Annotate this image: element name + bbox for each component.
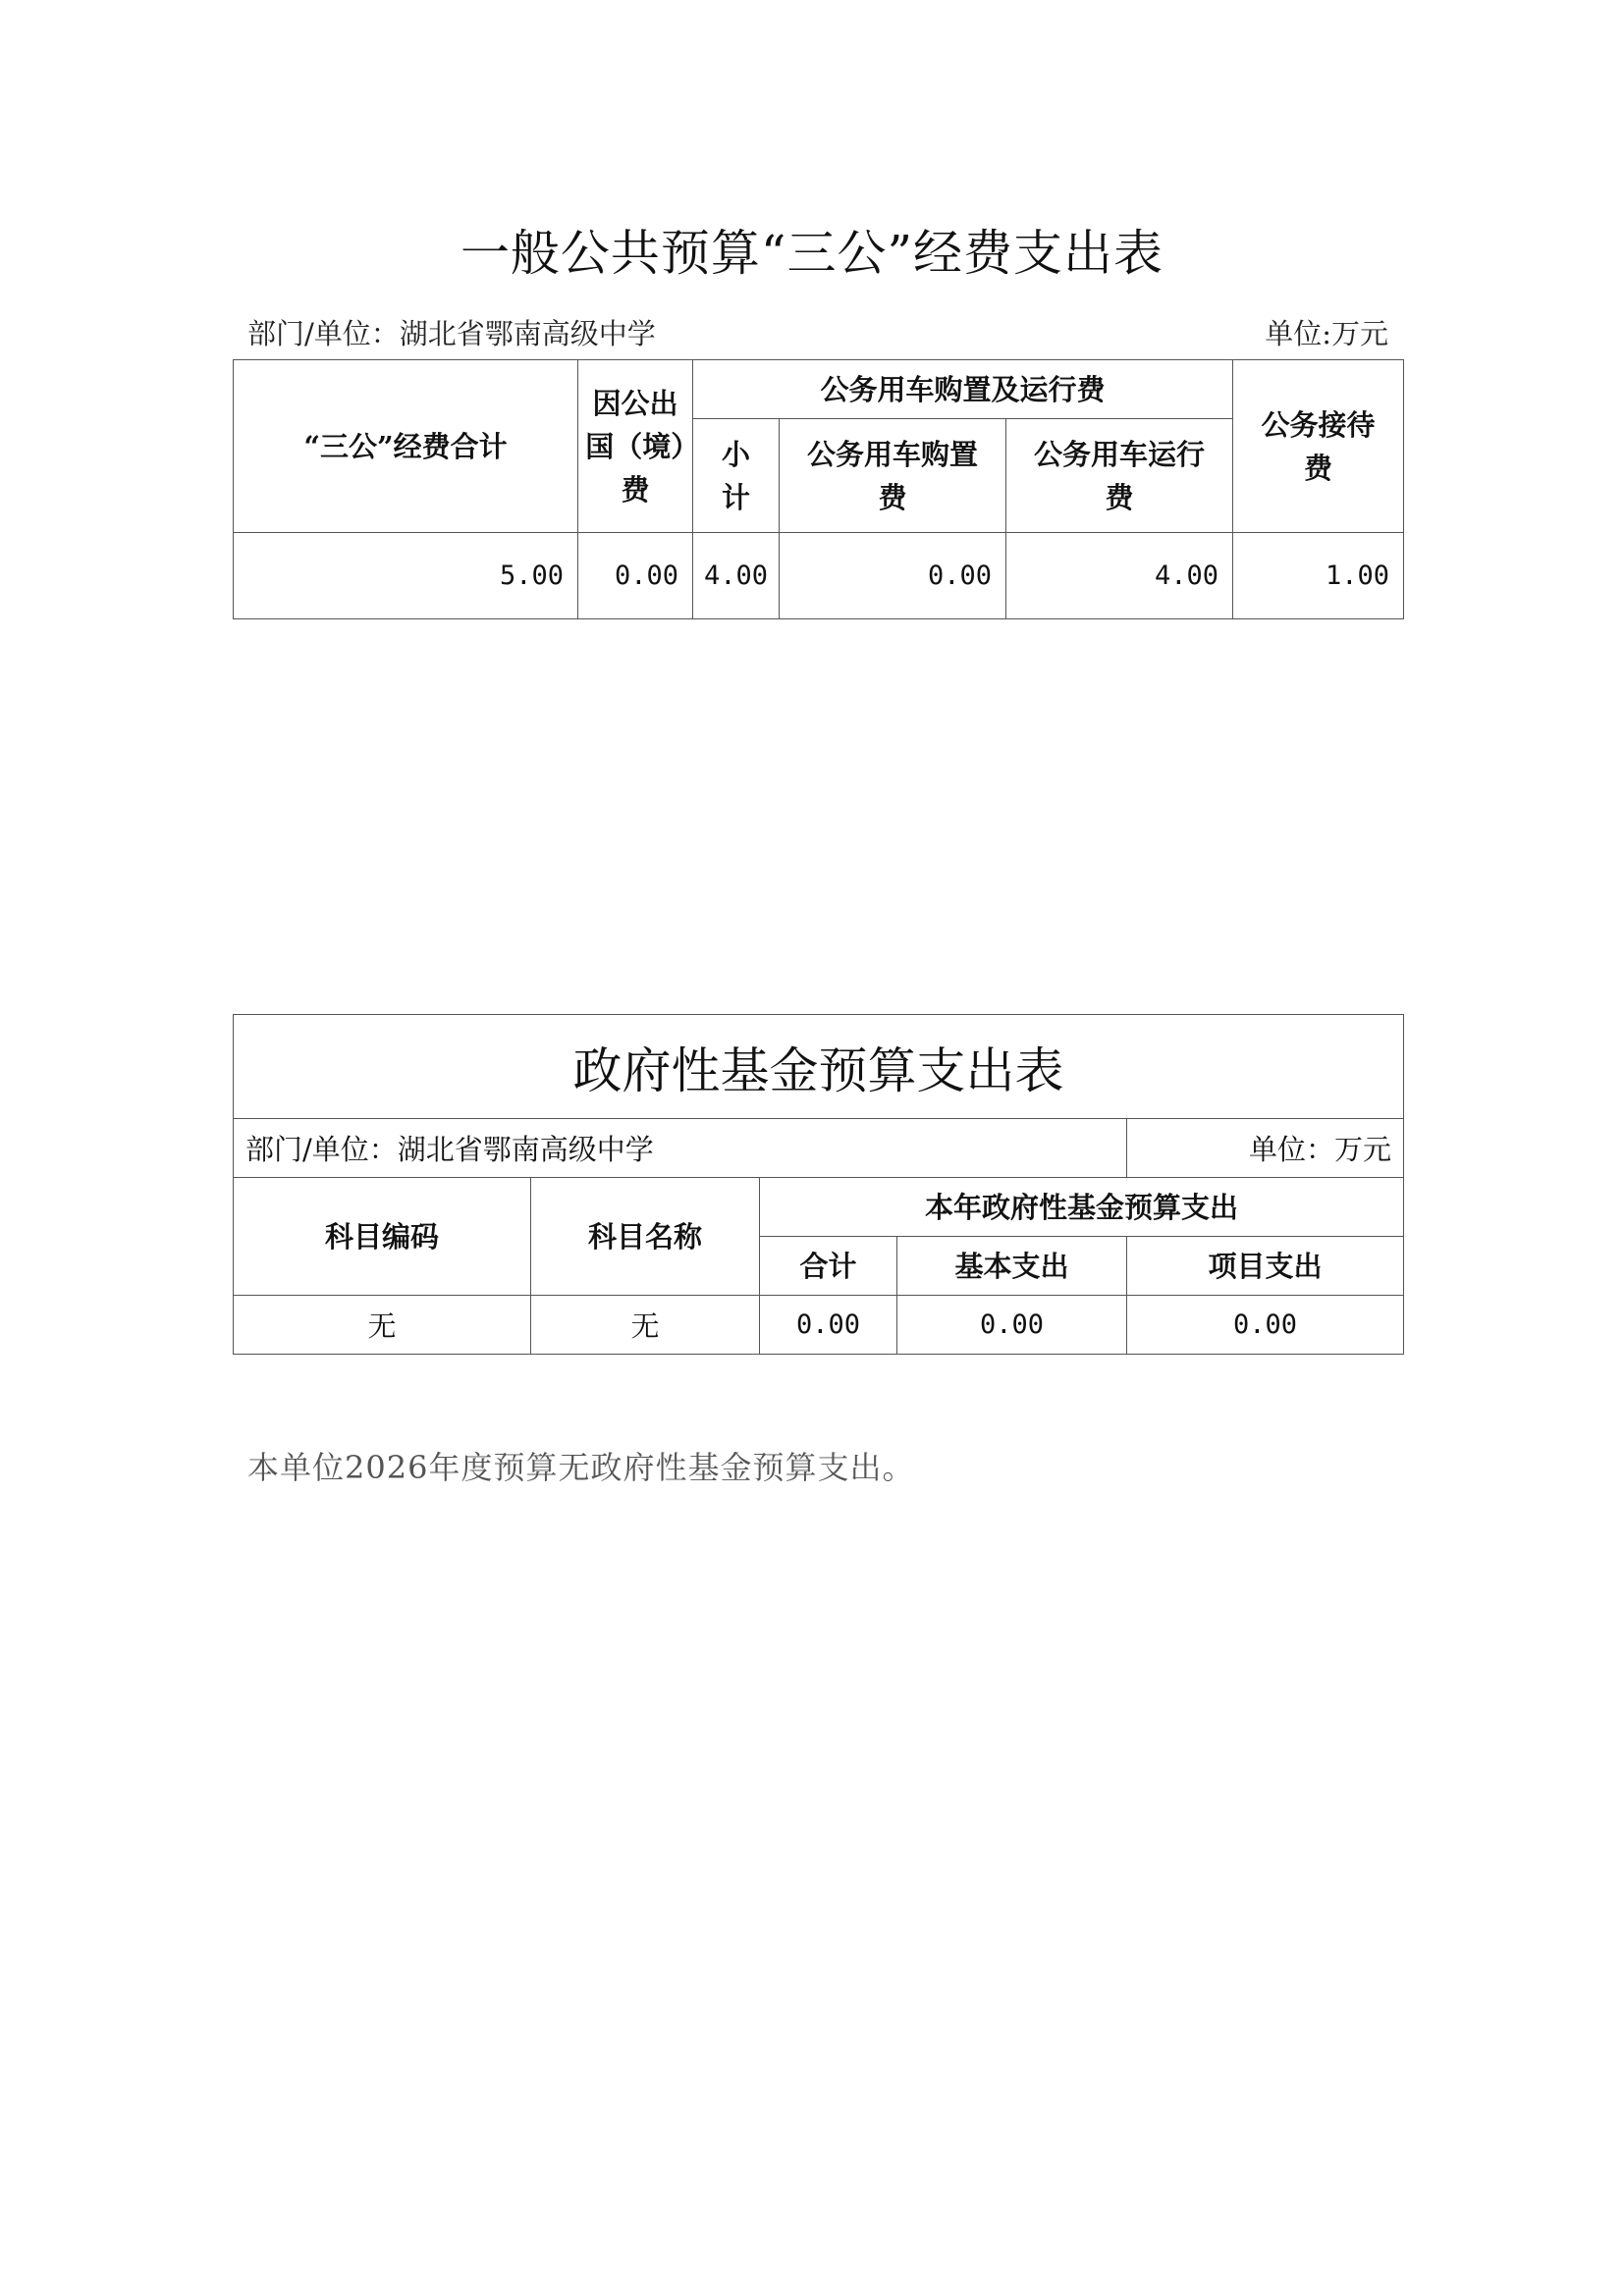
header-basic: 基本支出 [897, 1237, 1127, 1296]
table1-department: 部门/单位：湖北省鄂南高级中学 [247, 317, 656, 350]
value-sum: 0.00 [760, 1296, 897, 1355]
table2-title: 政府性基金预算支出表 [234, 1015, 1404, 1119]
value-vehicle-operation: 4.00 [1006, 533, 1233, 619]
table1-title: 一般公共预算“三公”经费支出表 [460, 225, 1164, 282]
table1-unit: 单位:万元 [1265, 317, 1388, 350]
header-abroad: 因公出国（境）费 [578, 360, 693, 533]
value-basic: 0.00 [897, 1296, 1127, 1355]
value-code: 无 [234, 1296, 531, 1355]
header-total: “三公”经费合计 [234, 360, 578, 533]
fund-note: 本单位2026年度预算无政府性基金预算支出。 [247, 1449, 915, 1486]
header-project: 项目支出 [1127, 1237, 1404, 1296]
header-vehicle-group: 公务用车购置及运行费 [693, 360, 1233, 419]
header-name: 科目名称 [531, 1178, 760, 1296]
header-fund-group: 本年政府性基金预算支出 [760, 1178, 1404, 1237]
header-vehicle-purchase: 公务用车购置费 [780, 419, 1006, 533]
three-public-expenses-table [233, 359, 1404, 619]
value-subtotal: 4.00 [693, 533, 780, 619]
value-project: 0.00 [1127, 1296, 1404, 1355]
table2-department: 部门/单位：湖北省鄂南高级中学 [234, 1119, 1127, 1178]
value-reception: 1.00 [1233, 533, 1404, 619]
value-name: 无 [531, 1296, 760, 1355]
value-total: 5.00 [234, 533, 578, 619]
header-vehicle-operation: 公务用车运行费 [1006, 419, 1233, 533]
value-abroad: 0.00 [578, 533, 693, 619]
header-code: 科目编码 [234, 1178, 531, 1296]
header-reception: 公务接待费 [1233, 360, 1404, 533]
government-fund-table [233, 1014, 1404, 1355]
header-sum: 合计 [760, 1237, 897, 1296]
value-vehicle-purchase: 0.00 [780, 533, 1006, 619]
table2-unit: 单位：万元 [1127, 1119, 1404, 1178]
header-subtotal: 小计 [693, 419, 780, 533]
